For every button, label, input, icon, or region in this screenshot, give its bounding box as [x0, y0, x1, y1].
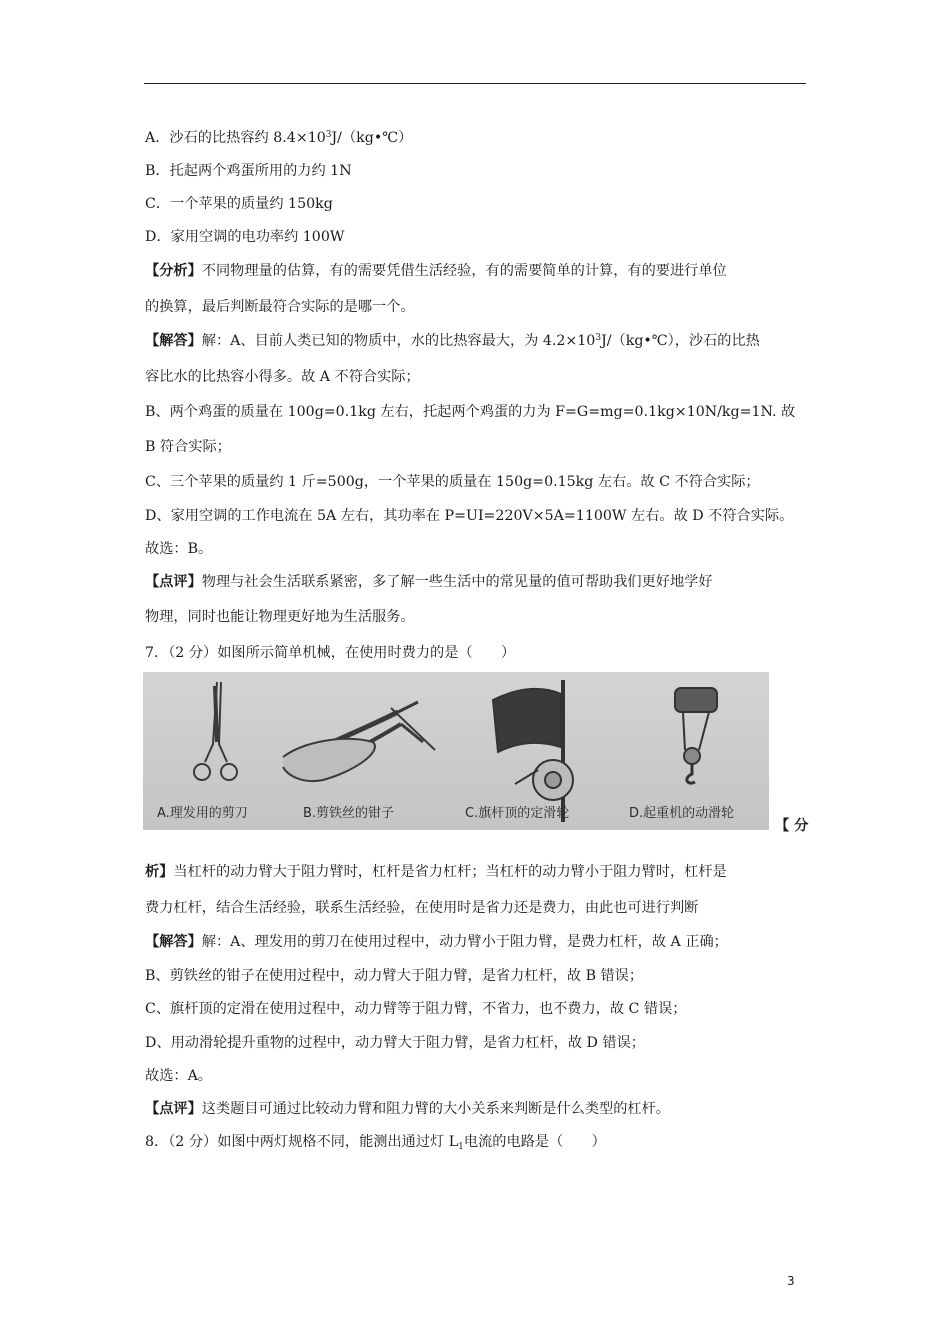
q6-answer: 故选：B。: [145, 541, 213, 557]
q6-analysis: 【分析】不同物理量的估算，有的需要凭借生活经验，有的需要简单的计算，有的要进行单位: [145, 263, 727, 279]
q7-comment: 【点评】这类题目可通过比较动力臂和阻力臂的大小关系来判断是什么类型的杠杆。: [145, 1101, 670, 1117]
q6-solution-line: 容比水的比热容小得多。故 A 不符合实际；: [145, 369, 420, 385]
q7-analysis-tag-start: 【 分: [775, 818, 809, 834]
q8-stem: 8．（2 分）如图中两灯规格不同，能测出通过灯 $L_1$电流的电路是（ ）: [145, 1134, 606, 1152]
caption-d: D.起重机的动滑轮: [629, 806, 735, 821]
q6-solution-line: B、两个鸡蛋的质量在 100g=0.1kg 左右，托起两个鸡蛋的力为 F=G=mg=0.1kg×10N/kg=1N. 故: [145, 404, 796, 420]
caption-c: C.旗杆顶的定滑轮: [465, 806, 570, 821]
q7-machines-figure: [143, 672, 769, 830]
q6-analysis-cont: 的换算，最后判断最符合实际的是哪一个。: [145, 299, 415, 315]
option-a: A．沙石的比热容约 $8.4\times 10^3J/(kg•℃)$: [145, 130, 413, 146]
q7-answer: 故选：A。: [145, 1068, 212, 1084]
q6-solution-line: B 符合实际；: [145, 439, 231, 455]
q6-solution: 【解答】解：A、目前人类已知的物质中，水的比热容最大，为 $4.2\times 10^3J/(kg•℃)$，沙石的比热: [145, 333, 760, 349]
q7-solution: 【解答】解：A、理发用的剪刀在使用过程中，动力臂小于阻力臂，是费力杠杆，故 A 正确；: [145, 934, 728, 950]
page-number: 3: [787, 1274, 795, 1288]
header-rule: [144, 83, 806, 84]
q6-solution-line: D、家用空调的工作电流在 5A 左右，其功率在 P=UI=220V×5A=1100W 左右。故 D 不符合实际。: [145, 508, 794, 524]
q6-comment: 【点评】物理与社会生活联系紧密，多了解一些生活中的常见量的值可帮助我们更好地学好: [145, 574, 713, 590]
q7-solution-line: B、剪铁丝的钳子在使用过程中，动力臂大于阻力臂，是省力杠杆，故 B 错误；: [145, 968, 644, 984]
q7-analysis-cont: 费力杠杆，结合生活经验，联系生活经验，在使用时是省力还是费力，由此也可进行判断: [145, 900, 699, 916]
option-c: C．一个苹果的质量约 150kg: [145, 196, 333, 212]
q7-solution-line: C、旗杆顶的定滑在使用过程中，动力臂等于阻力臂，不省力，也不费力，故 C 错误；: [145, 1001, 687, 1017]
q6-solution-line: C、三个苹果的质量约 1 斤=500g，一个苹果的质量在 150g=0.15kg 左右。故 C 不符合实际；: [145, 474, 760, 490]
q6-comment-cont: 物理，同时也能让物理更好地为生活服务。: [145, 609, 415, 625]
option-d: D．家用空调的电功率约 100W: [145, 229, 345, 245]
q7-stem: 7．（2 分）如图所示简单机械，在使用时费力的是（ ）: [145, 645, 516, 661]
caption-a: A.理发用的剪刀: [157, 806, 248, 821]
option-b: B．托起两个鸡蛋所用的力约 1N: [145, 163, 352, 179]
caption-b: B.剪铁丝的钳子: [303, 806, 395, 821]
q7-analysis: 析】当杠杆的动力臂大于阻力臂时，杠杆是省力杠杆；当杠杆的动力臂小于阻力臂时，杠杆是: [145, 864, 727, 880]
q7-solution-line: D、用动滑轮提升重物的过程中，动力臂大于阻力臂，是省力杠杆，故 D 错误；: [145, 1035, 645, 1051]
